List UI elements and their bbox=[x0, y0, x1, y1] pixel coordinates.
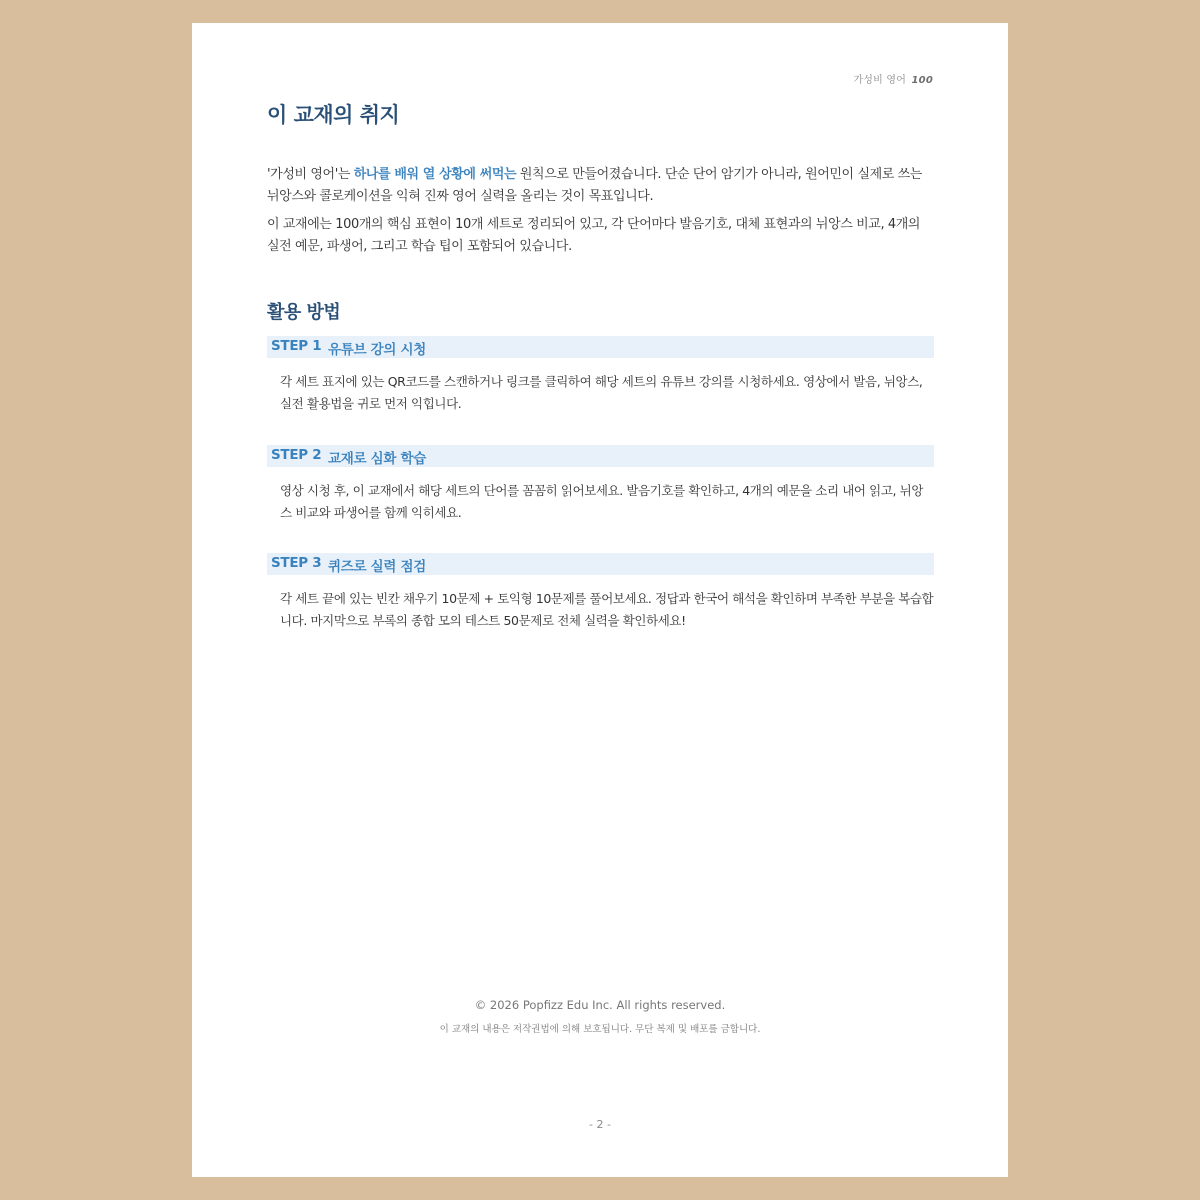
step-1-header bbox=[267, 336, 934, 358]
intro-paragraph-2: 이 교재에는 100개의 핵심 표현이 10개 세트로 정리되어 있고, 각 단어마다 발음기호, 대체 표현과의 뉘앙스 비교, 4개의 실전 예문, 파생어, 그리고 학습 팁이 포함되어 있습니다. bbox=[267, 217, 921, 254]
copyright-notice: 이 교재의 내용은 저작권법에 의해 보호됩니다. 무단 복제 및 배포를 금합니다. bbox=[439, 1024, 761, 1035]
step-2-body: 영상 시청 후, 이 교재에서 해당 세트의 단어를 꼼꼼히 읽어보세요. 발음기호를 확인하고, 4개의 예문을 소리 내어 읽고, 뉘앙스 비교와 파생어를 함께 익히세요. bbox=[280, 483, 923, 520]
step-2-header bbox=[267, 445, 934, 467]
step-2-title: 교재로 심화 학습 bbox=[328, 451, 426, 467]
step-3-label: STEP 3 bbox=[271, 555, 322, 571]
running-header-title: 가성비 영어 bbox=[853, 75, 907, 86]
section-title-usage: 활용 방법 bbox=[267, 302, 341, 323]
step-1-body: 각 세트 표지에 있는 QR코드를 스캔하거나 링크를 클릭하여 해당 세트의 유튜브 강의를 시청하세요. 영상에서 발음, 뉘앙스, 실전 활용법을 귀로 먼저 익힙니다. bbox=[280, 374, 923, 411]
section-title-purpose: 이 교재의 취지 bbox=[267, 103, 400, 127]
step-1-title: 유튜브 강의 시청 bbox=[328, 342, 426, 358]
intro-p1-highlight: 하나를 배워 열 상황에 써먹는 bbox=[353, 167, 517, 182]
intro-paragraph-1 bbox=[267, 164, 935, 208]
copyright-line: © 2026 Popfizz Edu Inc. All rights reserved. bbox=[474, 998, 726, 1012]
intro-p1-prefix: '가성비 영어'는 bbox=[267, 167, 354, 182]
step-3-header bbox=[267, 553, 934, 575]
running-header bbox=[853, 71, 933, 86]
running-header-number: 100 bbox=[911, 75, 933, 86]
step-3-title: 퀴즈로 실력 점검 bbox=[328, 559, 426, 575]
step-2-label: STEP 2 bbox=[271, 447, 322, 463]
intro-p1-suffix: 원칙으로 만들어졌습니다. 단순 단어 암기가 아니라, 원어민이 실제로 쓰는 뉘앙스와 콜로케이션을 익혀 진짜 영어 실력을 올리는 것이 목표입니다. bbox=[267, 167, 922, 204]
step-1-label: STEP 1 bbox=[271, 338, 322, 354]
intro-section bbox=[267, 164, 935, 264]
page-number: - 2 - bbox=[589, 1118, 611, 1131]
step-3-body: 각 세트 끝에 있는 빈칸 채우기 10문제 + 토익형 10문제를 풀어보세요. 정답과 한국어 해석을 확인하며 부족한 부분을 복습합니다. 마지막으로 부록의 종합 모의 테스트 50문제로 전체 실력을 확인하세요! bbox=[280, 591, 934, 628]
document-page bbox=[192, 23, 1008, 1177]
